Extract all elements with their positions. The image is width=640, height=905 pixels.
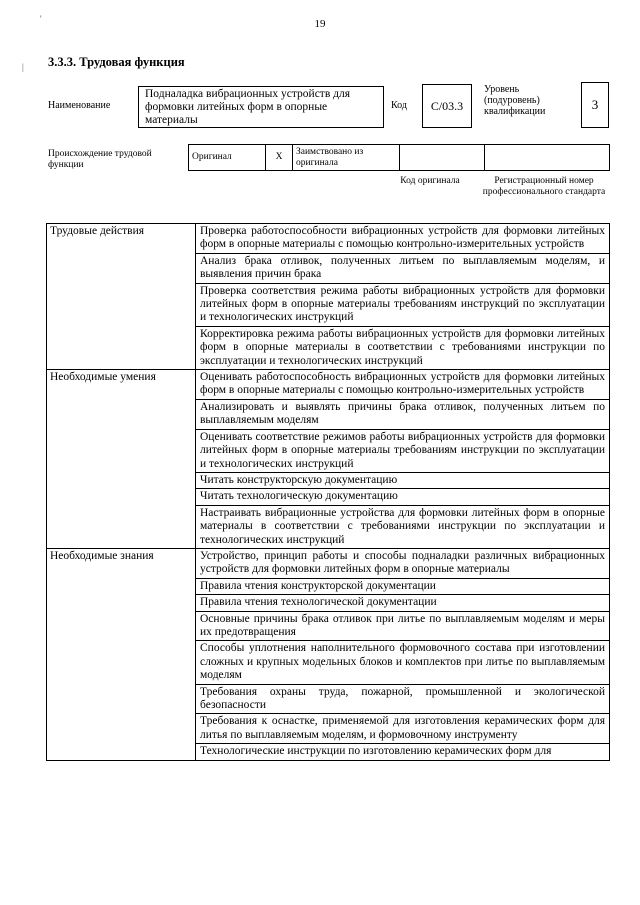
table-row: [47, 370, 610, 400]
origin-code-cell: [400, 145, 485, 171]
section-item: Требования к оснастке, применяемой для изготовления керамических форм для литья по выплавляемым моделям, и формовочному инструменту: [196, 714, 610, 744]
section-item: Устройство, принцип работы и способы подналадки различных вибрационных устройств для формовки литейных форм в опорные материалы: [196, 548, 610, 578]
name-label: Наименование: [48, 100, 111, 111]
section-item: Читать конструкторскую документацию: [196, 472, 610, 488]
section-item: Читать технологическую документацию: [196, 489, 610, 505]
code-value-box: C/03.3: [422, 84, 472, 128]
table-row: [47, 224, 610, 254]
section-item: Корректировка режима работы вибрационных устройств для формовки литейных форм в опорные материалы в соответствии с требованиями инструкции по эксплуатации и технологических инструкций: [196, 326, 610, 369]
code-label: Код: [391, 100, 407, 111]
section-item: Анализ брака отливок, полученных литьем по выплавляемым моделям, и выявления причин брака: [196, 253, 610, 283]
page-number: 19: [314, 18, 326, 30]
left-margin-mark: |: [22, 62, 24, 72]
margin-mark: ': [40, 14, 42, 24]
original-mark-cell: X: [266, 145, 293, 171]
section-item: Способы уплотнения наполнительного формовочного состава при изготовлении сложных и крупных модельных блоков и комплектов при литье по выплавляемым моделям: [196, 641, 610, 684]
level-label: Уровень (подуровень) квалификации: [484, 84, 546, 117]
section-item: Технологические инструкции по изготовлению керамических форм для: [196, 744, 610, 760]
original-cell: Оригинал: [189, 145, 266, 171]
origin-table: [188, 144, 610, 171]
section-item: Требования охраны труда, пожарной, промышленной и экологической безопасности: [196, 684, 610, 714]
reg-caption: Регистрационный номер профессионального стандарта: [482, 176, 606, 197]
section-item: Оценивать работоспособность вибрационных устройств для формовки литейных форм в опорные материалы с помощью контрольно-измерительных устройств: [196, 370, 610, 400]
section-label: Необходимые умения: [47, 370, 196, 549]
code-caption: Код оригинала: [400, 176, 460, 186]
section-item: Основные причины брака отливок при литье по выплавляемым моделям и меры их предотвращения: [196, 611, 610, 641]
section-label: Трудовые действия: [47, 224, 196, 370]
section-item: Оценивать соответствие режимов работы вибрационных устройств для формовки литейных форм в опорные материалы требованиям инструкции по эксплуатации и технологических инструкций: [196, 429, 610, 472]
section-item: Настраивать вибрационные устройства для формовки литейных форм в опорные материалы в соответствии с требованиями инструкции по эксплуатации и технологических инструкций: [196, 505, 610, 548]
section-item: Проверка соответствия режима работы вибрационных устройств для формовки литейных форм в опорные материалы требованиям инструкций по эксплуатации и технологических инструкций: [196, 283, 610, 326]
origin-label: Происхождение трудовой функции: [48, 149, 152, 170]
reg-number-cell: [485, 145, 610, 171]
section-label: Необходимые знания: [47, 548, 196, 760]
function-table-body: [47, 224, 610, 761]
section-item: Правила чтения конструкторской документации: [196, 578, 610, 594]
section-item: Проверка работоспособности вибрационных устройств для формовки литейных форм в опорные материалы с помощью контрольно-измерительных устройств: [196, 224, 610, 254]
section-title: 3.3.3. Трудовая функция: [48, 55, 185, 69]
level-value-box: 3: [581, 82, 609, 128]
section-item: Анализировать и выявлять причины брака отливок, полученных литьем по выплавляемым моделям: [196, 399, 610, 429]
function-table: [46, 223, 610, 761]
borrowed-cell: Заимствовано из оригинала: [293, 145, 400, 171]
function-name-box: Подналадка вибрационных устройств для формовки литейных форм в опорные материалы: [138, 86, 384, 128]
section-item: Правила чтения технологической документации: [196, 595, 610, 611]
table-row: [47, 548, 610, 578]
